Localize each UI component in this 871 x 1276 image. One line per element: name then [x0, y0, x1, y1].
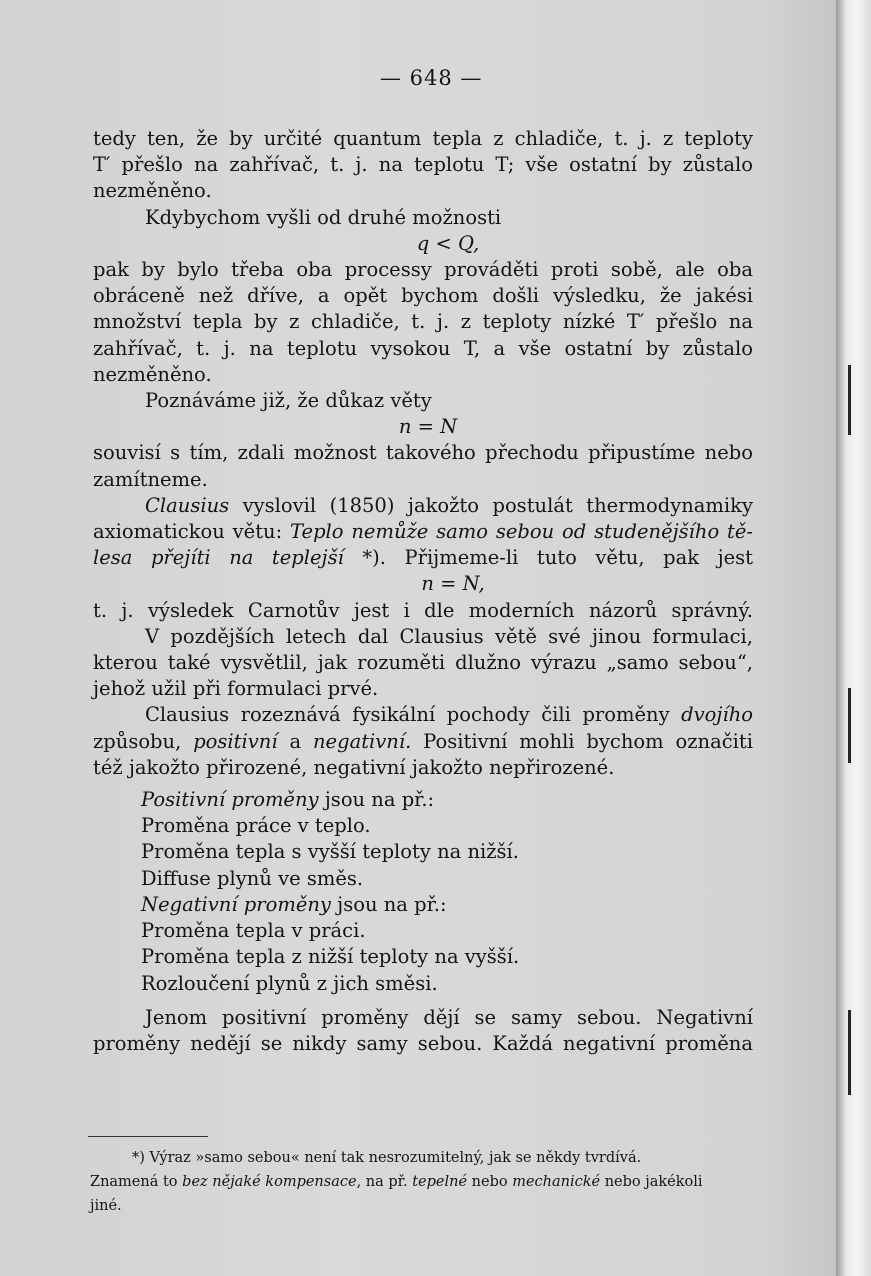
edge-mark [848, 1010, 851, 1095]
text-line: též jakožto přirozené, negativní jakožto nepřirozené. [93, 755, 615, 779]
body-text [93, 126, 753, 1057]
footnote-rule [88, 1136, 208, 1137]
emphasis: Negativní proměny [141, 892, 331, 916]
list-item: Proměna tepla v práci. [141, 919, 366, 943]
text-line: Poznáváme již, že důkaz věty [145, 389, 432, 413]
text-line: Kdybychom vyšli od druhé možnosti [145, 205, 502, 229]
text-line: V pozdějších letech dal Clausius větě své jinou formulaci, [145, 624, 753, 648]
text-span: jsou na př.: [330, 892, 447, 916]
footnote-line [90, 1170, 736, 1218]
emphasis: bez nějaké kompensace [182, 1174, 357, 1190]
text-span: Znamená to [90, 1174, 183, 1190]
postulate-text: lesa přejíti na teplejší [93, 546, 344, 570]
text-line: Jenom positivní proměny dějí se samy sebou. Negativní [145, 1005, 753, 1029]
text-line: zahřívač, t. j. na teplotu vysokou T, a vše ostatní by zůstalo [93, 336, 753, 360]
text-span: Positivní mohli bychom označiti [411, 729, 753, 753]
list-item: Proměna tepla s vyšší teploty na nižší. [141, 840, 519, 864]
text-line: t. j. výsledek Carnotův jest i dle moderních názorů správný. [93, 598, 753, 622]
text-span: *). Přijmeme-li tuto větu, pak jest [343, 546, 753, 570]
text-line [93, 519, 753, 545]
list-heading [93, 892, 753, 918]
text-line: obráceně než dříve, a opět bychom došli výsledku, že jakési [93, 284, 753, 308]
emphasis: mechanické [512, 1174, 601, 1190]
list-item: Diffuse plynů ve směs. [141, 866, 364, 890]
text-span: nebo [467, 1174, 513, 1190]
text-line [93, 545, 753, 571]
text-line: množství tepla by z chladiče, t. j. z teploty nízké T′ přešlo na [93, 310, 753, 334]
text-line [93, 729, 753, 755]
text-line: proměny nedějí se nikdy samy sebou. Každá negativní proměna [93, 1031, 753, 1055]
footnote-line: *) Výraz »samo sebou« není tak nesrozumitelný, jak se někdy tvrdívá. [132, 1150, 642, 1166]
list-item: Rozloučení plynů z jich směsi. [141, 971, 438, 995]
emphasis: Positivní proměny [141, 788, 319, 812]
text-line: jehož užil při formulaci prvé. [93, 677, 379, 701]
edge-mark [848, 688, 851, 763]
text-line: kterou také vysvětlil, jak rozuměti dlužno výrazu „samo sebou“, [93, 651, 753, 675]
text-line: pak by bylo třeba oba processy prováděti proti sobě, ale oba [93, 258, 753, 282]
text-line: nezměněno. [93, 362, 212, 386]
text-span: nebo jakékoli jiné. [90, 1174, 703, 1214]
postulate-text: Teplo nemůže samo sebou od studenějšího tě- [290, 520, 754, 544]
emphasis: tepelné [412, 1174, 468, 1190]
text-line: T′ přešlo na zahřívač, t. j. na teplotu T; vše ostatní by zůstalo [93, 153, 753, 177]
text-span: způsobu, [93, 729, 194, 753]
emphasis: dvojího [681, 703, 753, 727]
formula-n-equals-N: n = N, [421, 572, 485, 596]
emphasis: negativní. [312, 729, 412, 753]
formula-q-less-Q: q < Q, [416, 231, 480, 255]
list-item: Proměna tepla z nižší teploty na vyšší. [141, 945, 520, 969]
text-span: a [277, 729, 313, 753]
text-line [93, 702, 753, 728]
text-line: tedy ten, že by určité quantum tepla z chladiče, t. j. z teploty [93, 127, 753, 150]
text-span: , na př. [356, 1174, 413, 1190]
text-span: vyslovil (1850) jakožto postulát thermodynamiky [229, 493, 753, 517]
formula-n-equals-N: n = N [398, 415, 458, 439]
name-clausius: Clausius [145, 493, 230, 517]
footnote [90, 1146, 736, 1218]
text-line: souvisí s tím, zdali možnost takového přechodu připustíme nebo [93, 441, 753, 465]
page-number: — 648 — [380, 66, 483, 90]
edge-mark [848, 365, 851, 435]
text-span: axiomatickou větu: [93, 520, 291, 544]
text-span: jsou na př.: [318, 788, 435, 812]
text-line: zamítneme. [93, 467, 208, 491]
text-line: nezměněno. [93, 179, 212, 203]
text-span: Clausius rozeznává fysikální pochody čili proměny [145, 703, 682, 727]
text-line [93, 493, 753, 519]
page-edge [836, 0, 871, 1276]
list-heading [93, 787, 753, 813]
list-item: Proměna práce v teplo. [141, 814, 371, 838]
emphasis: positivní [193, 729, 278, 753]
